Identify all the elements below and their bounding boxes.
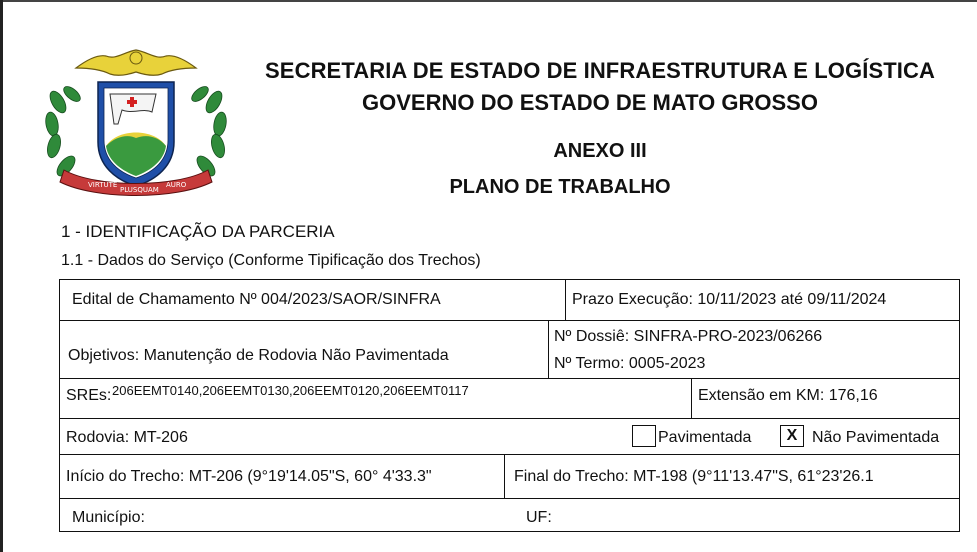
crest-ribbon-center: PLUSQUAM (120, 186, 159, 194)
nao-pavimentada-label: Não Pavimentada (812, 429, 940, 446)
sres-label: SREs: (66, 387, 112, 404)
objetivos-text: Objetivos: Manutenção de Rodovia Não Pavimentada (68, 347, 449, 364)
objetivos-cell (60, 321, 548, 378)
uf-text: UF: (526, 509, 552, 526)
table-row (60, 499, 959, 531)
final-cell (504, 455, 924, 498)
inicio-cell (60, 455, 504, 498)
table-row (60, 455, 959, 499)
table-row (60, 379, 959, 419)
nao-pavimentada-checkbox[interactable]: X (780, 425, 804, 447)
table-row (60, 419, 959, 455)
rodovia-cell (60, 419, 959, 454)
section-subtitle: 1.1 - Dados do Serviço (Conforme Tipificação dos Trechos) (61, 252, 481, 269)
final-text: Final do Trecho: MT-198 (9°11'13.47"S, 61°23'26.1 (514, 468, 874, 485)
page-left-edge (0, 0, 3, 552)
edital-text: Edital de Chamamento Nº 004/2023/SAOR/SINFRA (72, 291, 441, 308)
municipio-cell (60, 499, 959, 531)
table-row (60, 321, 959, 379)
dossie-text: Nº Dossiê: SINFRA-PRO-2023/06266 (554, 328, 823, 345)
page-top-edge (0, 0, 977, 2)
prazo-cell (565, 280, 959, 320)
work-plan-title: PLANO DE TRABALHO (449, 176, 671, 198)
pavimentada-label: Pavimentada (658, 429, 752, 446)
municipio-text: Município: (72, 509, 145, 526)
termo-text: Nº Termo: 0005-2023 (554, 355, 706, 372)
table-row (60, 280, 959, 321)
crest-ribbon-right: AURO (166, 181, 187, 189)
dossie-cell (548, 321, 959, 378)
sres-cell (60, 379, 691, 418)
header-secretariat-title: SECRETARIA DE ESTADO DE INFRAESTRUTURA E LOGÍSTICA (265, 58, 935, 83)
extensao-cell (691, 379, 959, 418)
rodovia-text: Rodovia: MT-206 (66, 429, 188, 446)
coat-of-arms-icon (36, 42, 236, 202)
annex-title: ANEXO III (553, 140, 647, 162)
crest-ribbon-left: VIRTUTE (88, 181, 118, 189)
service-data-table (59, 279, 960, 532)
section-title: 1 - IDENTIFICAÇÃO DA PARCERIA (61, 222, 335, 241)
header-government-title: GOVERNO DO ESTADO DE MATO GROSSO (362, 90, 818, 115)
extensao-text: Extensão em KM: 176,16 (698, 387, 878, 404)
sres-value: 206EEMT0140,206EEMT0130,206EEMT0120,206EEMT0117 (112, 383, 469, 398)
prazo-text: Prazo Execução: 10/11/2023 até 09/11/2024 (572, 291, 887, 308)
inicio-text: Início do Trecho: MT-206 (9°19'14.05"S, 60° 4'33.3" (66, 468, 432, 485)
pavimentada-checkbox[interactable] (632, 425, 656, 447)
edital-cell (60, 280, 565, 320)
